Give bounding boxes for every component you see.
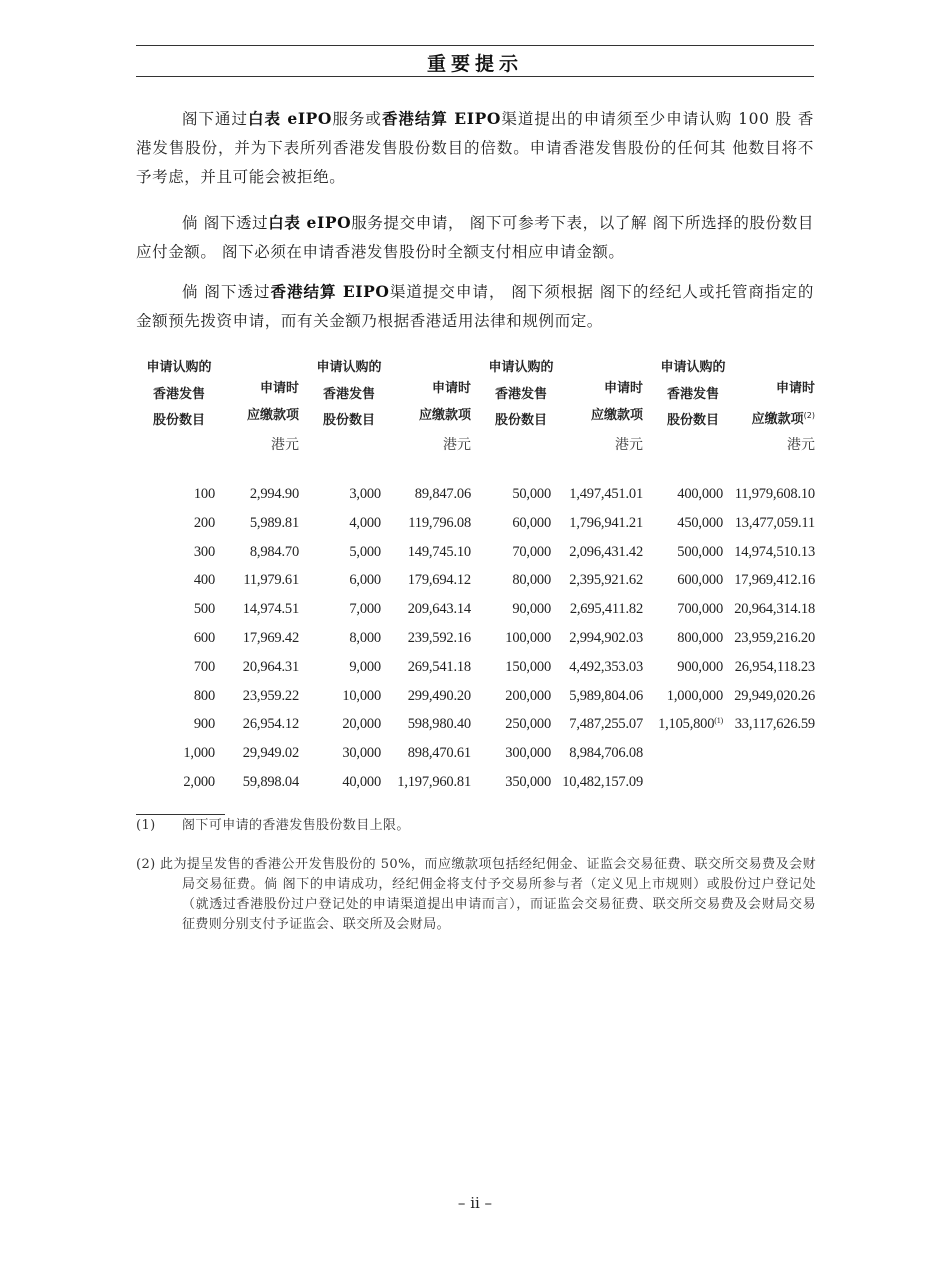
amount-cell: 89,847.06 [414,486,471,502]
shares-cell: 70,000 [512,543,551,560]
amount-cell: 29,949,020.26 [734,687,815,704]
shares-cell: 80,000 [512,572,551,589]
shares-cell: 5,000 [349,543,381,560]
shares-column-header [482,355,560,435]
amount-cell: 14,974.51 [242,601,299,618]
shares-column-header [140,355,218,435]
shares-cell: 700,000 [677,601,723,618]
header-line: 申请认购的 [316,360,382,375]
amount-cell: 4,492,353.03 [569,658,643,675]
shares-cell: 40,000 [342,774,381,790]
shares-cell: 90,000 [512,601,551,618]
amount-column-header [381,376,471,429]
bold-term: 香港结算 EIPO [270,282,390,301]
shares-cell: 450,000 [677,514,723,531]
bold-term: 白表 eIPO [247,109,333,128]
header-line: 香港发售 [494,386,547,402]
amount-cell: 8,984,706.08 [569,745,643,762]
top-rule [136,45,814,46]
amount-cell: 8,984.70 [249,543,299,560]
shares-cell: 600 [193,630,215,646]
amount-cell: 2,395,921.62 [569,572,643,589]
bold-term: 白表 eIPO [268,213,352,232]
currency-label: 港元 [443,437,471,453]
amount-cell: 2,096,431.42 [569,543,643,560]
amount-cell: 17,969,412.16 [734,572,815,589]
amount-cell: 5,989,804.06 [569,687,643,704]
currency-label: 港元 [787,437,815,453]
amount-cell: 239,592.16 [407,630,471,646]
amount-cell: 209,643.14 [407,601,471,618]
footnote-1-text: 阁下可申请的香港发售股份数目上限。 [182,818,410,833]
shares-cell: 200,000 [505,687,551,704]
amount-cell: 2,994,902.03 [569,630,643,646]
shares-cell: 8,000 [349,630,381,646]
header-line: 香港发售 [666,386,719,402]
shares-cell: 900 [193,716,215,733]
shares-cell: 1,000 [183,745,215,762]
amount-cell: 299,490.20 [407,687,471,704]
shares-cell: 60,000 [512,514,551,531]
header-line: 应缴款项$^{(2)}$ [751,410,815,427]
shares-cell: 1,000,000 [666,687,723,704]
amount-cell: 23,959,216.20 [734,630,815,646]
header-line: 香港发售 [152,386,205,402]
amount-cell: 598,980.40 [407,716,471,733]
amount-cell: 5,989.81 [249,514,299,531]
amount-cell: 2,695,411.82 [569,601,643,618]
amount-cell: 11,979,608.10 [734,486,815,502]
amount-cell: 1,197,960.81 [397,774,471,790]
shares-cell: 300,000 [505,745,551,762]
text-run: 倘 阁下透过 [182,214,269,232]
shares-cell: 9,000 [349,658,381,675]
bold-term: 香港结算 EIPO [381,109,501,128]
amount-cell: 23,959.22 [242,687,299,704]
amount-cell: 11,979.61 [243,572,299,589]
paragraph-hkscc-eipo [136,277,814,336]
shares-cell: 250,000 [505,716,551,733]
currency-label: 港元 [271,437,299,453]
amount-column-header [209,376,299,429]
text-run: 服务或 [332,110,382,128]
amount-cell: 269,541.18 [407,658,471,675]
shares-cell: 400,000 [677,486,723,502]
shares-cell: 400 [193,572,215,589]
amount-cell: 2,994.90 [249,486,299,502]
shares-cell: 500,000 [677,543,723,560]
currency-label: 港元 [615,437,643,453]
shares-cell: 200 [193,514,215,531]
amount-cell: 33,117,626.59 [734,716,815,733]
shares-cell: 30,000 [342,745,381,762]
shares-cell: 900,000 [677,658,723,675]
text-run: 渠道提交申请， 阁下须根据 阁下的经纪人或托管商指定的金额预先拨资申请，而有关金额乃根据香港适用法律和规例而定。 [136,283,814,330]
amount-cell: 20,964,314.18 [734,601,815,618]
header-line: 申请时 [603,381,643,396]
header-line: 申请时 [259,381,299,396]
amount-cell: 29,949.02 [242,745,299,762]
shares-cell: 3,000 [349,486,381,502]
header-line: 股份数目 [666,413,719,428]
shares-cell: 800,000 [677,630,723,646]
header-line: 申请认购的 [146,360,212,375]
amount-cell: 179,694.12 [407,572,471,589]
shares-cell: 20,000 [342,716,381,733]
shares-cell: 500 [193,601,215,618]
header-line: 申请时 [775,381,815,396]
shares-cell: 1,105,800$^{(1)}$ [658,716,723,733]
shares-cell: 6,000 [349,572,381,589]
header-line: 应缴款项 [418,407,471,423]
shares-cell: 50,000 [512,486,551,502]
header-line: 香港发售 [322,386,375,402]
footnote-2-label: (2) [136,857,156,872]
header-line: 股份数目 [322,413,375,428]
amount-cell: 17,969.42 [242,630,299,646]
amount-cell: 1,497,451.01 [569,486,643,502]
note-2-marker: (2) [803,410,815,420]
header-line: 申请认购的 [660,360,726,375]
header-line: 申请时 [431,381,471,396]
page-number: – ii – [457,1194,493,1212]
footnote-1-label: (1) [136,818,156,833]
header-line: 应缴款项 [246,407,299,423]
shares-cell: 4,000 [349,514,381,531]
header-line: 应缴款项 [590,407,643,423]
amount-cell: 59,898.04 [242,774,299,790]
amount-cell: 898,470.61 [407,745,471,762]
amount-column-header [725,376,815,433]
shares-cell: 300 [193,543,215,560]
amount-cell: 14,974,510.13 [734,543,815,560]
text-run: 服务提交申请， 阁下可参考下表，以了解 阁下所选择的股份数目应付金额。 阁下必须在申请香港发售股份时全额支付相应申请金额。 [136,214,814,261]
shares-cell: 100,000 [505,630,551,646]
shares-cell: 7,000 [349,601,381,618]
amount-cell: 13,477,059.11 [734,514,815,531]
shares-cell: 10,000 [342,687,381,704]
paragraph-white-form [136,208,814,267]
shares-cell: 150,000 [505,658,551,675]
title-underline [136,76,814,77]
amount-cell: 10,482,157.09 [562,774,643,790]
amount-cell: 7,487,255.07 [569,716,643,733]
shares-cell: 100 [193,486,215,502]
text-run: 倘 阁下透过 [182,283,271,301]
header-line: 申请认购的 [488,360,554,375]
amount-column-header [553,376,643,429]
header-line: 股份数目 [152,413,205,428]
note-1-marker: (1) [714,716,723,726]
amount-cell: 26,954.12 [242,716,299,733]
amount-cell: 1,796,941.21 [569,514,643,531]
footnote-2-text: 此为提呈发售的香港公开发售股份的 50%，而应缴款项包括经纪佣金、证监会交易征费、联交所交易费及会财局交易征费。倘 阁下的申请成功，经纪佣金将支付予交易所参与者（定义见上市规则）或股份过户登记处（就透过香港股份过户登记处的申请渠道提出申请而言），而证监会交易征费、联交所交易费及会财局交易征费则分别支付予证监会、联交所及会财局。 [160,857,816,932]
text-run: 渠道提出的申请须至少申请认购 100 股 香港发售股份，并为下表所列香港发售股份数目的倍数。申请香港发售股份的任何其 他数目将不予考虑，并且可能会被拒绝。 [136,110,814,186]
header-line: 股份数目 [494,413,547,428]
shares-column-header [310,355,388,435]
shares-column-header [654,355,732,435]
amount-cell: 20,964.31 [242,658,299,675]
amount-cell: 149,745.10 [407,543,471,560]
page-title: 重要提示 [426,53,523,75]
footnote-rule [136,814,225,815]
paragraph-minimum-application [136,104,814,192]
shares-cell: 2,000 [183,774,215,790]
text-run: 阁下通过 [182,110,248,128]
shares-cell: 600,000 [677,572,723,589]
shares-cell: 800 [193,687,215,704]
amount-cell: 119,796.08 [408,514,471,531]
amount-cell: 26,954,118.23 [734,658,815,675]
shares-cell: 700 [193,658,215,675]
shares-cell: 350,000 [505,774,551,790]
